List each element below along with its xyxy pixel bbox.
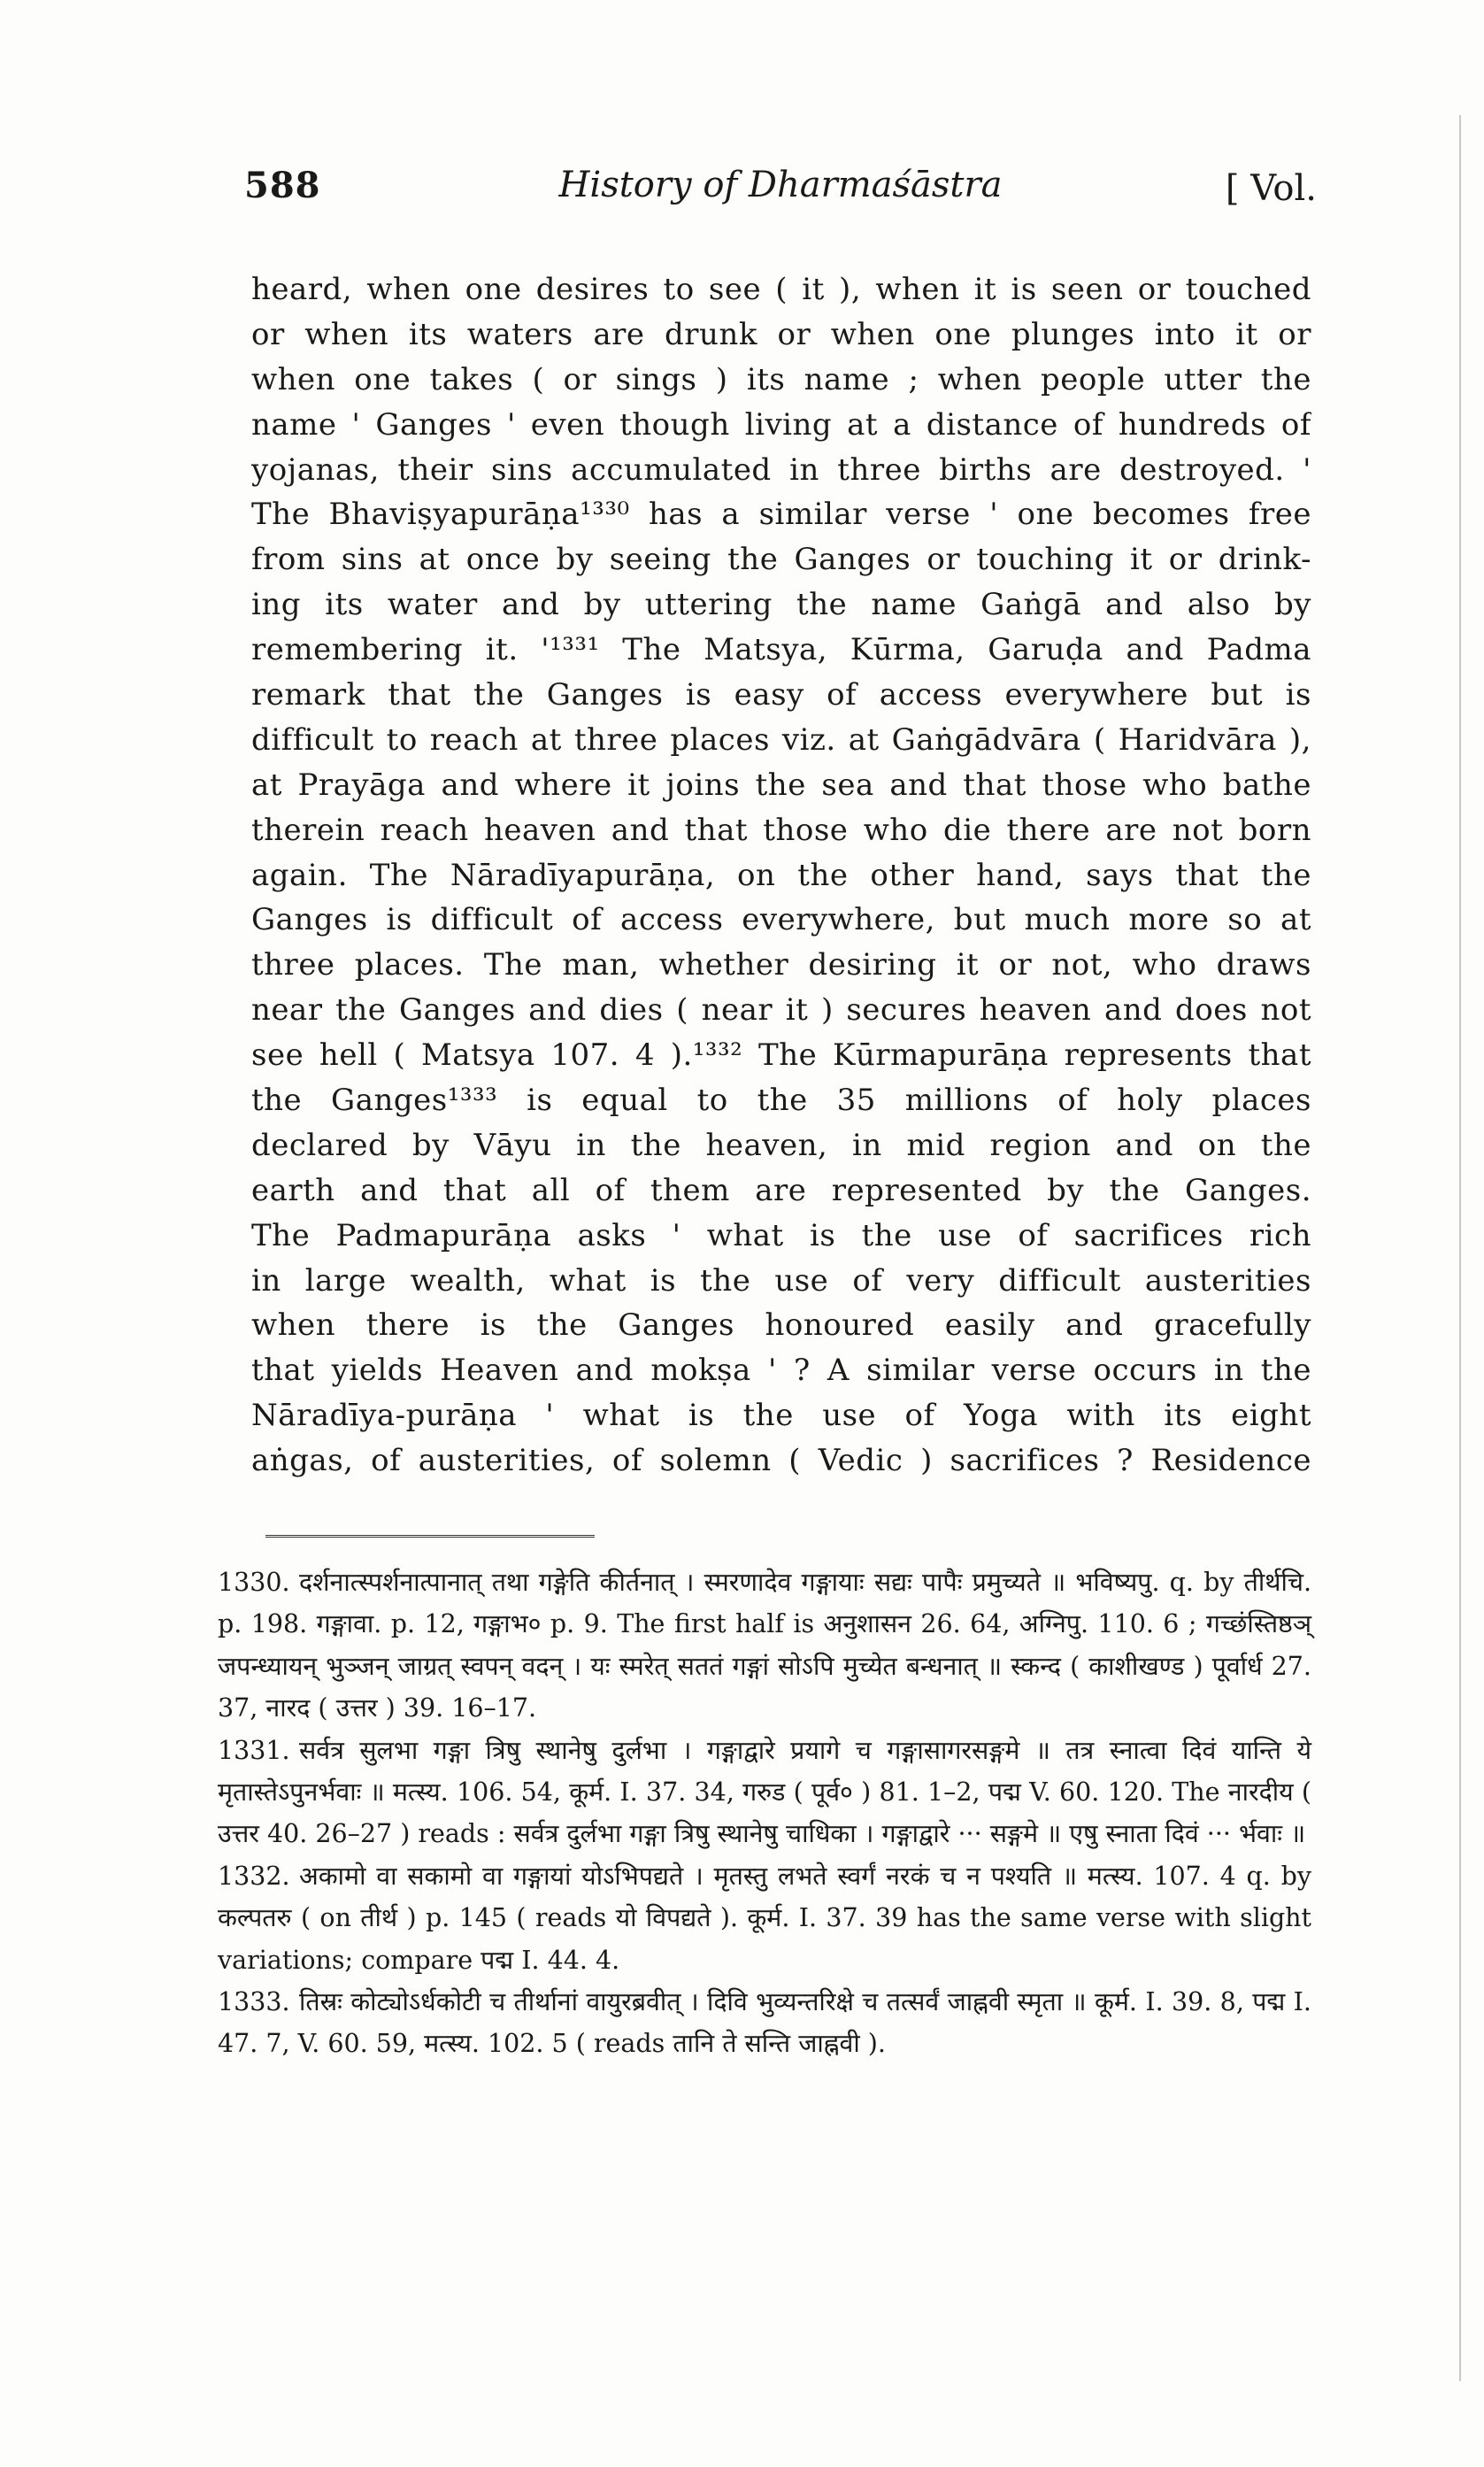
footnote-text: तिस्रः कोट्योऽर्धकोटी च तीर्थानां वायुरब्रवीत् । दिवि भुव्यन्तरिक्षे च तत्सर्वं जाह्नवी स्मृता ॥ कूर्म. I. 39. 8, पद्म I. 47. 7, V. 60. 59, मत्स्य. 102. 5 ( reads तानि ते सन्ति जाह्नवी ).	[218, 1987, 1311, 2059]
text-line: when there is the Ganges honoured easily and gracefully	[251, 1307, 1311, 1344]
footnote-number: 1330.	[218, 1568, 290, 1597]
footnote-separator	[265, 1535, 595, 1538]
footnote-number: 1331.	[218, 1735, 290, 1765]
text-line: again. The Nāradīyapurāṇa, on the other hand, says that the	[251, 857, 1311, 893]
text-line: The Bhaviṣyapurāṇa¹³³⁰ has a similar verse ' one becomes free	[251, 497, 1311, 533]
text-line: in large wealth, what is the use of very difficult austerities	[251, 1262, 1311, 1299]
text-line: three places. The man, whether desiring it or not, who draws	[251, 947, 1311, 983]
main-text	[251, 267, 1311, 1484]
text-line: ing its water and by uttering the name Gaṅgā and also by	[251, 587, 1311, 623]
text-line: when one takes ( or sings ) its name ; when people utter the	[251, 361, 1311, 397]
text-line: from sins at once by seeing the Ganges or touching it or drink-	[251, 542, 1311, 578]
footnote	[218, 1730, 1311, 1855]
text-line: or when its waters are drunk or when one plunges into it or	[251, 316, 1311, 352]
text-line: see hell ( Matsya 107. 4 ).¹³³² The Kūrmapurāṇa represents that	[251, 1037, 1311, 1074]
text-line: yojanas, their sins accumulated in three births are destroyed. '	[251, 451, 1311, 488]
running-title: History of Dharmaśāstra	[558, 165, 1003, 205]
footnote-number: 1333.	[218, 1987, 290, 2017]
text-line: difficult to reach at three places viz. at Gaṅgādvāra ( Haridvāra ),	[251, 721, 1311, 758]
page-number: 588	[244, 165, 321, 206]
footnote	[218, 1981, 1311, 2065]
text-line: Nāradīya-purāṇa ' what is the use of Yoga with its eight	[251, 1398, 1311, 1434]
text-line: declared by Vāyu in the heaven, in mid region and on the	[251, 1127, 1311, 1163]
footnote	[218, 1561, 1311, 1730]
text-line: name ' Ganges ' even though living at a distance of hundreds of	[251, 406, 1311, 443]
page-header	[244, 158, 1317, 211]
text-line: the Ganges¹³³³ is equal to the 35 millions of holy places	[251, 1083, 1311, 1119]
text-line: The Padmapurāṇa asks ' what is the use of sacrifices rich	[251, 1217, 1311, 1253]
footnote-text: अकामो वा सकामो वा गङ्गायां योऽभिपद्यते । मृतस्तु लभते स्वर्गं नरकं च न पश्यति ॥ मत्स्य. 107. 4 q. by कल्पतरु ( on तीर्थ ) p. 145 ( reads यो विपद्यते ). कूर्म. I. 37. 39 has the same verse with slight variations; compare पद्म I. 44. 4.	[218, 1861, 1311, 1975]
text-line: earth and that all of them are represented by the Ganges.	[251, 1172, 1311, 1208]
text-line: aṅgas, of austerities, of solemn ( Vedic ) sacrifices ? Residence	[251, 1443, 1311, 1479]
text-line: heard, when one desires to see ( it ), when it is seen or touched	[251, 272, 1311, 307]
footnotes	[218, 1561, 1311, 2065]
text-line: remembering it. '¹³³¹ The Matsya, Kūrma, Garuḍa and Padma	[251, 632, 1311, 668]
footnote	[218, 1855, 1311, 1981]
text-line: that yields Heaven and mokṣa ' ? A similar verse occurs in the	[251, 1353, 1311, 1389]
text-line: therein reach heaven and that those who die there are not born	[251, 812, 1311, 848]
page-edge-rule	[1459, 115, 1461, 2381]
text-line: at Prayāga and where it joins the sea and that those who bathe	[251, 767, 1311, 803]
footnote-text: दर्शनात्स्पर्शनात्पानात् तथा गङ्गेति कीर्तनात् । स्मरणादेव गङ्गायाः सद्यः पापैः प्रमुच्यते ॥ भविष्यपु. q. by तीर्थचि. p. 198. गङ्गावा. p. 12, गङ्गाभ० p. 9. The first half is अनुशासन 26. 64, अग्निपु. 110. 6 ; गच्छंस्तिष्ठञ् जपन्ध्यायन् भुञ्जन् जाग्रत् स्वपन् वदन् । यः स्मरेत् सततं गङ्गां सोऽपि मुच्येत बन्धनात् ॥ स्कन्द ( काशीखण्ड ) पूर्वार्ध 27. 37, नारद ( उत्तर ) 39. 16–17.	[218, 1568, 1311, 1723]
footnote-number: 1332.	[218, 1861, 290, 1891]
text-line: remark that the Ganges is easy of access everywhere but is	[251, 677, 1311, 713]
footnote-text: सर्वत्र सुलभा गङ्गा त्रिषु स्थानेषु दुर्लभा । गङ्गाद्वारे प्रयागे च गङ्गासागरसङ्गमे ॥ तत्र स्नात्वा दिवं यान्ति ये मृतास्तेऽपुनर्भवाः ॥ मत्स्य. 106. 54, कूर्म. I. 37. 34, गरुड ( पूर्व० ) 81. 1–2, पद्म V. 60. 120. The नारदीय ( उत्तर 40. 26–27 ) reads : सर्वत्र दुर्लभा गङ्गा त्रिषु स्थानेषु चाधिका । गङ्गाद्वारे ··· सङ्गमे ॥ एषु स्नाता दिवं ··· र्भवाः ॥	[218, 1735, 1311, 1849]
text-line: near the Ganges and dies ( near it ) secures heaven and does not	[251, 992, 1311, 1029]
volume-marker: [ Vol.	[1225, 168, 1317, 209]
text-line: Ganges is difficult of access everywhere, but much more so at	[251, 902, 1311, 938]
